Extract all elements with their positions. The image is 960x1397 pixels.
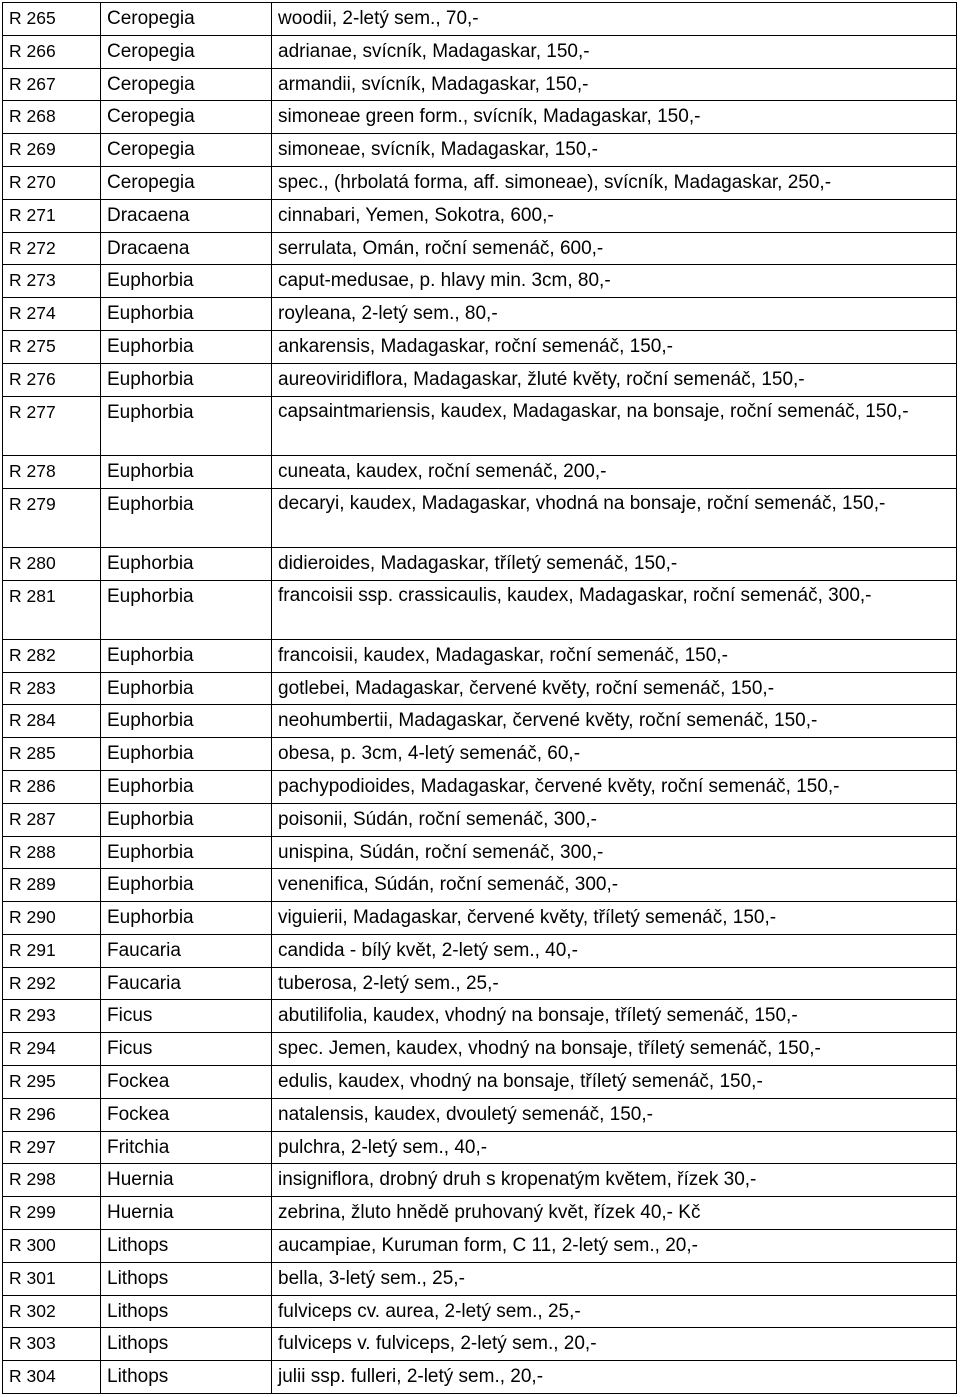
item-code-cell: R 290 <box>3 902 101 935</box>
genus-cell: Euphorbia <box>101 547 272 580</box>
description-cell: aucampiae, Kuruman form, C 11, 2-letý sem., 20,- <box>272 1230 957 1263</box>
table-row <box>3 396 957 455</box>
item-code-cell: R 287 <box>3 803 101 836</box>
table-row <box>3 1328 957 1361</box>
table-row <box>3 738 957 771</box>
description-cell: francoisii, kaudex, Madagaskar, roční semenáč, 150,- <box>272 639 957 672</box>
item-code-cell: R 289 <box>3 869 101 902</box>
item-code-cell: R 275 <box>3 330 101 363</box>
item-code-cell: R 269 <box>3 134 101 167</box>
table-row <box>3 803 957 836</box>
genus-cell: Faucaria <box>101 934 272 967</box>
item-code-cell: R 284 <box>3 705 101 738</box>
description-cell: didieroides, Madagaskar, tříletý semenáč, 150,- <box>272 547 957 580</box>
item-code-cell: R 299 <box>3 1197 101 1230</box>
table-row <box>3 1295 957 1328</box>
genus-cell: Dracaena <box>101 199 272 232</box>
genus-cell: Lithops <box>101 1361 272 1394</box>
item-code-cell: R 274 <box>3 298 101 331</box>
table-row <box>3 68 957 101</box>
table-row <box>3 1164 957 1197</box>
genus-cell: Euphorbia <box>101 455 272 488</box>
description-cell: edulis, kaudex, vhodný na bonsaje, tříletý semenáč, 150,- <box>272 1066 957 1099</box>
table-row <box>3 869 957 902</box>
description-cell: neohumbertii, Madagaskar, červené květy, roční semenáč, 150,- <box>272 705 957 738</box>
item-code-cell: R 265 <box>3 3 101 36</box>
item-code-cell: R 293 <box>3 1000 101 1033</box>
item-code-cell: R 266 <box>3 35 101 68</box>
description-cell: gotlebei, Madagaskar, červené květy, roční semenáč, 150,- <box>272 672 957 705</box>
description-cell: cinnabari, Yemen, Sokotra, 600,- <box>272 199 957 232</box>
item-code-cell: R 302 <box>3 1295 101 1328</box>
genus-cell: Lithops <box>101 1230 272 1263</box>
table-row <box>3 1098 957 1131</box>
table-row <box>3 488 957 547</box>
genus-cell: Lithops <box>101 1262 272 1295</box>
item-code-cell: R 277 <box>3 396 101 455</box>
table-row <box>3 166 957 199</box>
table-row <box>3 1230 957 1263</box>
table-row <box>3 967 957 1000</box>
description-cell: tuberosa, 2-letý sem., 25,- <box>272 967 957 1000</box>
genus-cell: Fritchia <box>101 1131 272 1164</box>
genus-cell: Huernia <box>101 1197 272 1230</box>
genus-cell: Lithops <box>101 1295 272 1328</box>
item-code-cell: R 283 <box>3 672 101 705</box>
description-cell: obesa, p. 3cm, 4-letý semenáč, 60,- <box>272 738 957 771</box>
genus-cell: Euphorbia <box>101 705 272 738</box>
genus-cell: Euphorbia <box>101 330 272 363</box>
description-cell: adrianae, svícník, Madagaskar, 150,- <box>272 35 957 68</box>
genus-cell: Dracaena <box>101 232 272 265</box>
table-row <box>3 902 957 935</box>
description-cell: venenifica, Súdán, roční semenáč, 300,- <box>272 869 957 902</box>
description-cell: insigniflora, drobný druh s kropenatým květem, řízek 30,- <box>272 1164 957 1197</box>
genus-cell: Ceropegia <box>101 68 272 101</box>
genus-cell: Ceropegia <box>101 35 272 68</box>
description-cell: poisonii, Súdán, roční semenáč, 300,- <box>272 803 957 836</box>
table-row <box>3 3 957 36</box>
item-code-cell: R 268 <box>3 101 101 134</box>
description-cell: abutilifolia, kaudex, vhodný na bonsaje, tříletý semenáč, 150,- <box>272 1000 957 1033</box>
genus-cell: Lithops <box>101 1328 272 1361</box>
item-code-cell: R 281 <box>3 580 101 639</box>
table-row <box>3 1197 957 1230</box>
description-cell: spec., (hrbolatá forma, aff. simoneae), svícník, Madagaskar, 250,- <box>272 166 957 199</box>
description-cell: ankarensis, Madagaskar, roční semenáč, 150,- <box>272 330 957 363</box>
description-cell: woodii, 2-letý sem., 70,- <box>272 3 957 36</box>
table-row <box>3 1361 957 1394</box>
item-code-cell: R 270 <box>3 166 101 199</box>
genus-cell: Ficus <box>101 1033 272 1066</box>
table-row <box>3 101 957 134</box>
item-code-cell: R 291 <box>3 934 101 967</box>
item-code-cell: R 292 <box>3 967 101 1000</box>
genus-cell: Ceropegia <box>101 166 272 199</box>
description-cell: capsaintmariensis, kaudex, Madagaskar, na bonsaje, roční semenáč, 150,- <box>272 396 957 455</box>
genus-cell: Huernia <box>101 1164 272 1197</box>
description-cell: viguierii, Madagaskar, červené květy, tříletý semenáč, 150,- <box>272 902 957 935</box>
item-code-cell: R 271 <box>3 199 101 232</box>
description-cell: aureoviridiflora, Madagaskar, žluté květy, roční semenáč, 150,- <box>272 363 957 396</box>
table-row <box>3 455 957 488</box>
genus-cell: Euphorbia <box>101 488 272 547</box>
genus-cell: Euphorbia <box>101 396 272 455</box>
table-row <box>3 363 957 396</box>
description-cell: pachypodioides, Madagaskar, červené květy, roční semenáč, 150,- <box>272 770 957 803</box>
genus-cell: Fockea <box>101 1066 272 1099</box>
description-cell: spec. Jemen, kaudex, vhodný na bonsaje, tříletý semenáč, 150,- <box>272 1033 957 1066</box>
table-row <box>3 35 957 68</box>
genus-cell: Euphorbia <box>101 902 272 935</box>
table-row <box>3 199 957 232</box>
table-row <box>3 1033 957 1066</box>
genus-cell: Euphorbia <box>101 639 272 672</box>
genus-cell: Euphorbia <box>101 363 272 396</box>
genus-cell: Euphorbia <box>101 869 272 902</box>
description-cell: serrulata, Omán, roční semenáč, 600,- <box>272 232 957 265</box>
description-cell: decaryi, kaudex, Madagaskar, vhodná na bonsaje, roční semenáč, 150,- <box>272 488 957 547</box>
table-row <box>3 1066 957 1099</box>
genus-cell: Euphorbia <box>101 298 272 331</box>
description-cell: fulviceps v. fulviceps, 2-letý sem., 20,- <box>272 1328 957 1361</box>
table-row <box>3 770 957 803</box>
item-code-cell: R 278 <box>3 455 101 488</box>
item-code-cell: R 280 <box>3 547 101 580</box>
item-code-cell: R 297 <box>3 1131 101 1164</box>
description-cell: candida - bílý květ, 2-letý sem., 40,- <box>272 934 957 967</box>
item-code-cell: R 267 <box>3 68 101 101</box>
table-row <box>3 232 957 265</box>
description-cell: pulchra, 2-letý sem., 40,- <box>272 1131 957 1164</box>
table-row <box>3 705 957 738</box>
table-row <box>3 1262 957 1295</box>
genus-cell: Ceropegia <box>101 134 272 167</box>
table-row <box>3 1131 957 1164</box>
description-cell: simoneae, svícník, Madagaskar, 150,- <box>272 134 957 167</box>
genus-cell: Ficus <box>101 1000 272 1033</box>
description-cell: cuneata, kaudex, roční semenáč, 200,- <box>272 455 957 488</box>
item-code-cell: R 294 <box>3 1033 101 1066</box>
item-code-cell: R 288 <box>3 836 101 869</box>
table-row <box>3 547 957 580</box>
genus-cell: Euphorbia <box>101 580 272 639</box>
genus-cell: Euphorbia <box>101 836 272 869</box>
description-cell: fulviceps cv. aurea, 2-letý sem., 25,- <box>272 1295 957 1328</box>
table-row <box>3 580 957 639</box>
item-code-cell: R 301 <box>3 1262 101 1295</box>
item-code-cell: R 296 <box>3 1098 101 1131</box>
table-row <box>3 298 957 331</box>
description-cell: armandii, svícník, Madagaskar, 150,- <box>272 68 957 101</box>
item-code-cell: R 286 <box>3 770 101 803</box>
table-row <box>3 639 957 672</box>
description-cell: unispina, Súdán, roční semenáč, 300,- <box>272 836 957 869</box>
item-code-cell: R 276 <box>3 363 101 396</box>
description-cell: zebrina, žluto hnědě pruhovaný květ, řízek 40,- Kč <box>272 1197 957 1230</box>
item-code-cell: R 285 <box>3 738 101 771</box>
genus-cell: Ceropegia <box>101 3 272 36</box>
genus-cell: Euphorbia <box>101 265 272 298</box>
table-row <box>3 934 957 967</box>
item-code-cell: R 300 <box>3 1230 101 1263</box>
description-cell: bella, 3-letý sem., 25,- <box>272 1262 957 1295</box>
item-code-cell: R 298 <box>3 1164 101 1197</box>
description-cell: francoisii ssp. crassicaulis, kaudex, Madagaskar, roční semenáč, 300,- <box>272 580 957 639</box>
genus-cell: Faucaria <box>101 967 272 1000</box>
item-code-cell: R 295 <box>3 1066 101 1099</box>
description-cell: simoneae green form., svícník, Madagaskar, 150,- <box>272 101 957 134</box>
genus-cell: Euphorbia <box>101 672 272 705</box>
table-row <box>3 672 957 705</box>
item-code-cell: R 273 <box>3 265 101 298</box>
item-code-cell: R 279 <box>3 488 101 547</box>
genus-cell: Euphorbia <box>101 803 272 836</box>
genus-cell: Euphorbia <box>101 738 272 771</box>
plant-catalog-table <box>2 2 957 1394</box>
genus-cell: Euphorbia <box>101 770 272 803</box>
table-row <box>3 265 957 298</box>
description-cell: natalensis, kaudex, dvouletý semenáč, 150,- <box>272 1098 957 1131</box>
item-code-cell: R 304 <box>3 1361 101 1394</box>
table-row <box>3 134 957 167</box>
description-cell: julii ssp. fulleri, 2-letý sem., 20,- <box>272 1361 957 1394</box>
item-code-cell: R 272 <box>3 232 101 265</box>
item-code-cell: R 282 <box>3 639 101 672</box>
catalog-body <box>3 3 957 1394</box>
table-row <box>3 836 957 869</box>
table-row <box>3 330 957 363</box>
description-cell: caput-medusae, p. hlavy min. 3cm, 80,- <box>272 265 957 298</box>
table-row <box>3 1000 957 1033</box>
genus-cell: Ceropegia <box>101 101 272 134</box>
genus-cell: Fockea <box>101 1098 272 1131</box>
description-cell: royleana, 2-letý sem., 80,- <box>272 298 957 331</box>
item-code-cell: R 303 <box>3 1328 101 1361</box>
